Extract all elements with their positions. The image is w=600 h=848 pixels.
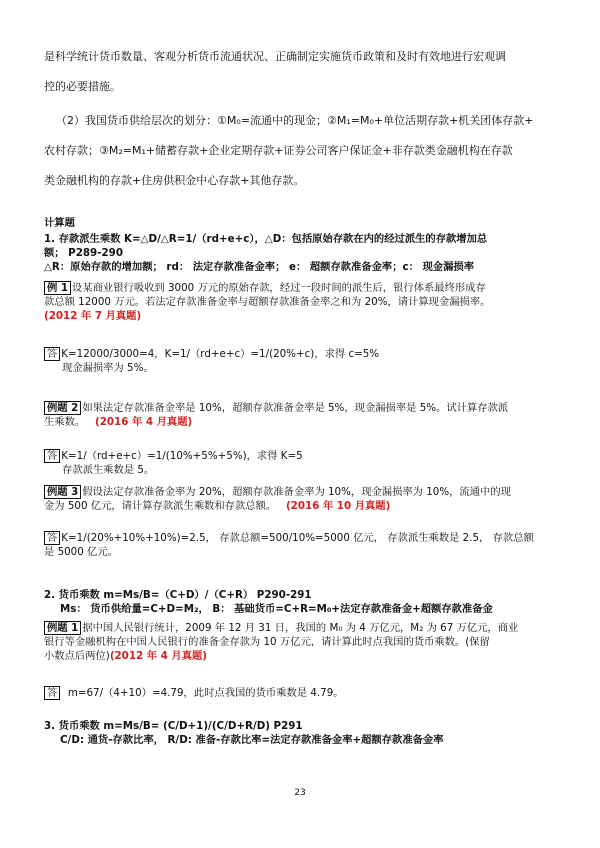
example-label: 例题 3 (44, 485, 81, 499)
answer-text: 存款派生乘数是 5。 (62, 464, 155, 476)
answer-text: m=67/（4+10）=4.79，此时点我国的货币乘数是 4.79。 (67, 687, 344, 699)
example-text: 如果法定存款准备金率是 10%，超额存款准备金率是 5%，现金漏损率是 5%。试计算存款派 (82, 402, 509, 414)
example-text: 银行等金融机构在中国人民银行的准备金存款为 10 万亿元，请计算此时点我国的货币乘数。(保留 (44, 636, 490, 648)
example-1 (44, 281, 558, 323)
formula-line: 1. 存款派生乘数 K=△D/△R=1/（rd+e+c），△D：包括原始存款在内的经过派生的存款增加总 (44, 233, 488, 245)
example-label: 例题 1 (44, 621, 81, 635)
formula-line: C/D: 通货-存款比率， R/D: 准备-存款比率=法定存款准备金率+超额存款准备金率 (60, 734, 444, 746)
answer-label: 答 (44, 347, 60, 361)
answer-text: 是 5000 亿元。 (44, 546, 118, 558)
intro-line: 控的必要措施。 (44, 80, 121, 93)
formula-line: 额； P289-290 (44, 247, 123, 259)
answer-4 (44, 686, 558, 700)
intro-line: 类金融机构的存款+住房供积金中心存款+其他存款。 (44, 174, 305, 187)
example-label: 例 1 (44, 281, 71, 295)
formula-2 (44, 588, 558, 616)
exam-tag: (2016 年 10 月真题) (285, 500, 391, 512)
exam-tag: (2016 年 4 月真题) (95, 416, 193, 428)
answer-label: 答 (44, 531, 60, 545)
section-heading: 计算题 (44, 217, 75, 229)
example-text: 设某商业银行吸收到 3000 万元的原始存款，经过一段时间的派生后，银行体系最终形成存 (72, 282, 486, 294)
intro-line: 农村存款；③M₂=M₁+储蓄存款+企业定期存款+证券公司客户保证金+非存款类金融机构在存款 (44, 144, 513, 157)
exam-tag: (2012 年 7 月真题) (44, 310, 142, 322)
answer-label: 答 (44, 449, 60, 463)
example-text: 款总额 12000 万元。若法定存款准备金率与超额存款准备金率之和为 20%，请计算现金漏损率。 (44, 296, 491, 308)
answer-3 (44, 531, 558, 559)
intro-line: 是科学统计货币数量、客观分析货币流通状况、正确制定实施货币政策和及时有效地进行宏观调 (44, 50, 506, 63)
answer-label: 答 (44, 686, 60, 700)
example-3 (44, 485, 558, 513)
example-text: 小数点后两位) (44, 650, 110, 662)
example-2 (44, 401, 558, 429)
answer-2 (44, 449, 558, 477)
intro-line: （2）我国货币供给层次的划分：①M₀=流通中的现金；②M₁=M₀+单位活期存款+机关团体存款+ (56, 114, 534, 127)
example-text: 据中国人民银行统计，2009 年 12 月 31 日，我国的 M₀ 为 4 万亿元，M₂ 为 67 万亿元，商业 (82, 622, 519, 634)
answer-text: K=1/(20%+10%+10%)=2.5， 存款总额=500/10%=5000 亿元， 存款派生乘数是 2.5， 存款总额 (61, 532, 534, 544)
formula-line: Ms： 货币供给量=C+D=M₂， B： 基础货币=C+R=M₀+法定存款准备金+超额存款准备金 (60, 603, 493, 615)
answer-1 (44, 347, 558, 375)
intro-paragraph (44, 48, 558, 96)
answer-text: K=12000/3000=4，K=1/（rd+e+c）=1/(20%+c)，求得 c=5% (61, 348, 380, 360)
example-4 (44, 621, 558, 663)
answer-text: 现金漏损率为 5%。 (62, 362, 154, 374)
page-number: 23 (294, 788, 306, 798)
formula-line: 3. 货币乘数 m=Ms/B= (C/D+1)/(C/D+R/D) P291 (44, 720, 303, 732)
formula-line: △R：原始存款的增加额； rd： 法定存款准备金率； e： 超额存款准备金率；c： 现金漏损率 (44, 261, 474, 273)
example-text: 生乘数。 (44, 416, 86, 428)
money-supply-levels (44, 112, 558, 190)
formula-line: 2. 货币乘数 m=Ms/B=（C+D）/（C+R） P290-291 (44, 589, 312, 601)
answer-text: K=1/（rd+e+c）=1/(10%+5%+5%)，求得 K=5 (61, 450, 303, 462)
formula-1 (44, 232, 558, 274)
example-text: 假设法定存款准备金率为 20%，超额存款准备金率为 10%，现金漏损率为 10%，流通中的现 (82, 486, 511, 498)
example-text: 金为 500 亿元，请计算存款派生乘数和存款总额。 (44, 500, 277, 512)
formula-3 (44, 719, 558, 747)
example-label: 例题 2 (44, 401, 81, 415)
exam-tag: (2012 年 4 月真题) (109, 650, 207, 662)
